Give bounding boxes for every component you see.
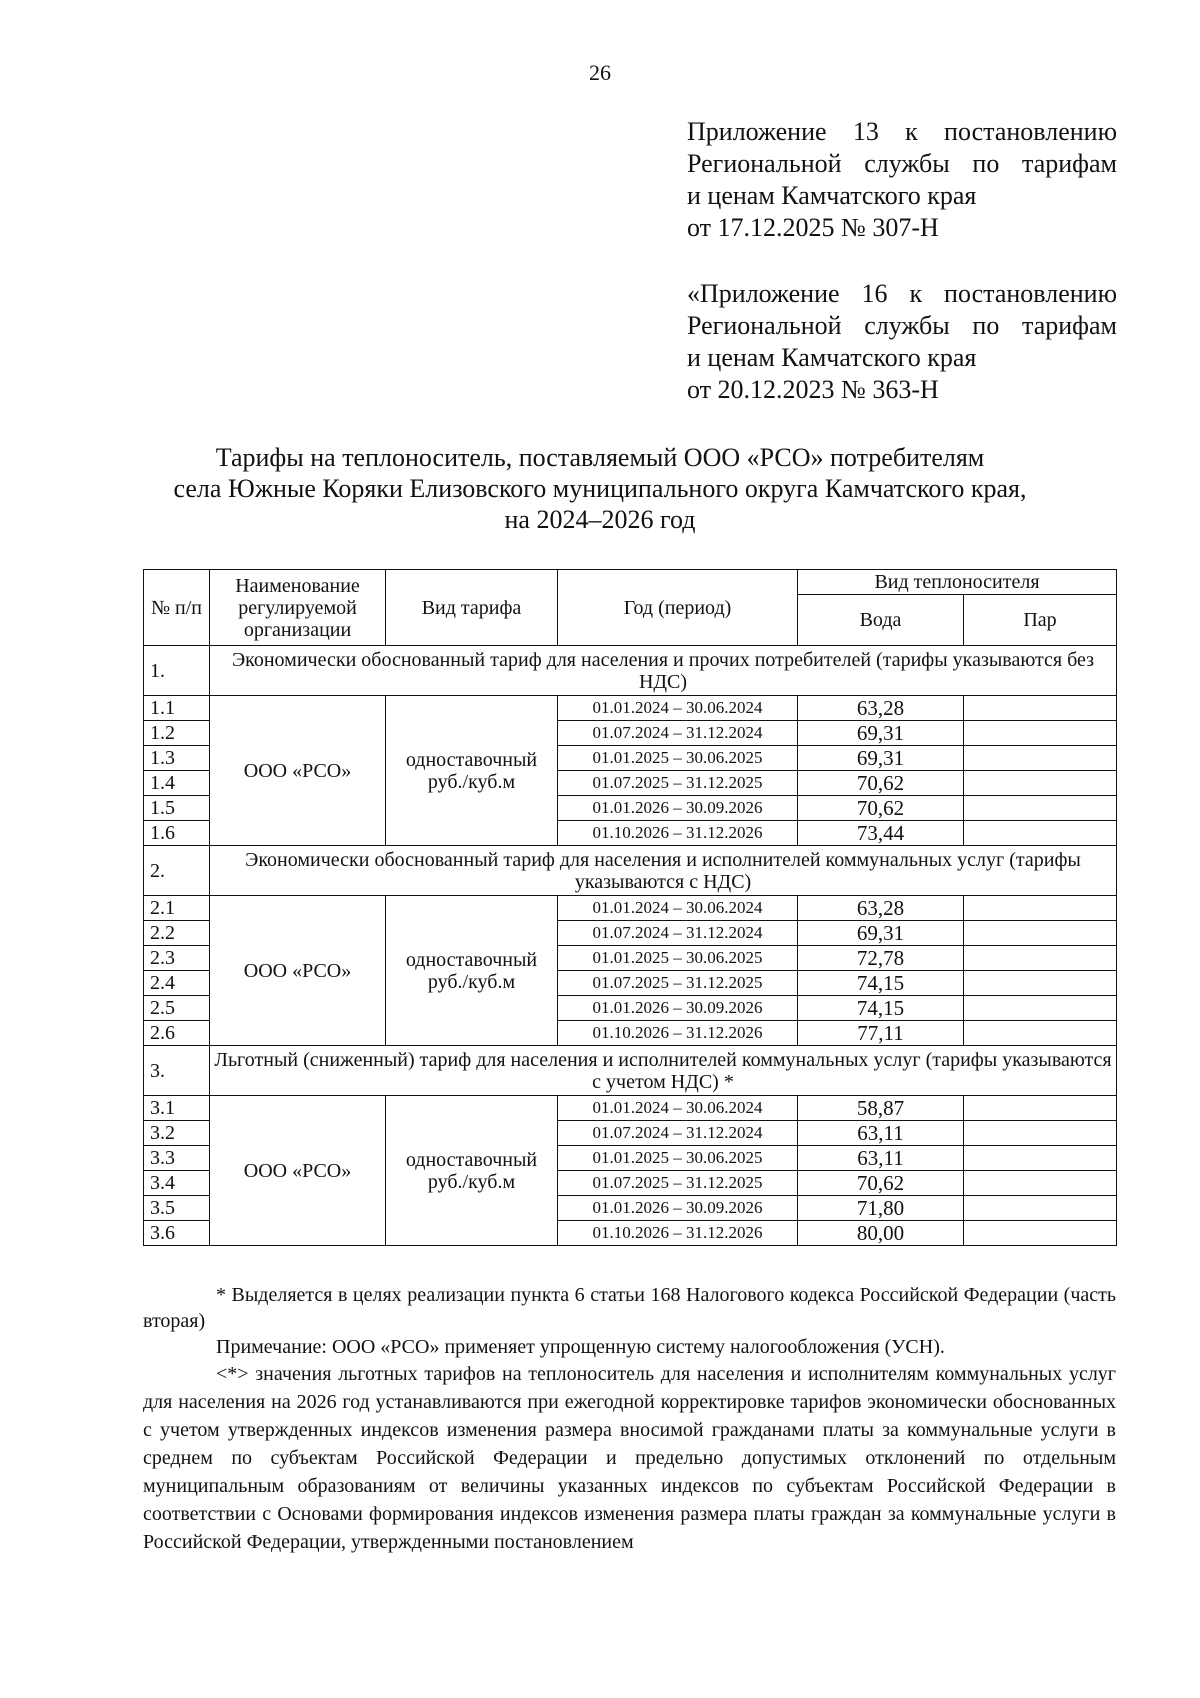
water-value: 71,80: [798, 1196, 964, 1221]
section-number: 3.: [144, 1046, 210, 1096]
table-row: [144, 696, 1117, 721]
header-water: Вода: [798, 595, 964, 646]
notes-block: [143, 1282, 1116, 1556]
water-value: 80,00: [798, 1221, 964, 1246]
period: 01.07.2024 – 31.12.2024: [558, 721, 798, 746]
steam-value: [964, 746, 1117, 771]
appendix-line: от 17.12.2025 № 307-Н: [687, 213, 939, 242]
water-value: 70,62: [798, 771, 964, 796]
appendix-current-header: [687, 116, 1117, 244]
title-line: Тарифы на теплоноситель, поставляемый ООО «РСО» потребителям: [215, 443, 985, 472]
page-number: 26: [589, 60, 611, 85]
steam-value: [964, 946, 1117, 971]
tariff-table-body: [144, 646, 1117, 1246]
period: 01.10.2026 – 31.12.2026: [558, 821, 798, 846]
water-value: 63,11: [798, 1121, 964, 1146]
header-num: № п/п: [144, 570, 210, 646]
water-value: 70,62: [798, 1171, 964, 1196]
row-number: 2.4: [144, 971, 210, 996]
steam-value: [964, 1196, 1117, 1221]
water-value: 63,28: [798, 896, 964, 921]
water-value: 70,62: [798, 796, 964, 821]
steam-value: [964, 1171, 1117, 1196]
tariff-kind: одноставочный: [405, 948, 538, 971]
header-tariff-type: Вид тарифа: [386, 570, 558, 646]
water-value: 63,28: [798, 696, 964, 721]
row-number: 3.6: [144, 1221, 210, 1246]
section-row: [144, 646, 1117, 696]
org-name: ООО «РСО»: [210, 896, 386, 1046]
header-steam: Пар: [964, 595, 1117, 646]
row-number: 2.6: [144, 1021, 210, 1046]
appendix-line: и ценам Камчатского края: [687, 343, 977, 372]
tariff-type: [386, 696, 558, 846]
period: 01.01.2024 – 30.06.2024: [558, 1096, 798, 1121]
row-number: 2.1: [144, 896, 210, 921]
steam-value: [964, 996, 1117, 1021]
row-number: 3.2: [144, 1121, 210, 1146]
steam-value: [964, 971, 1117, 996]
row-number: 3.1: [144, 1096, 210, 1121]
section-number: 1.: [144, 646, 210, 696]
row-number: 3.5: [144, 1196, 210, 1221]
tariff-unit: руб./куб.м: [427, 1170, 516, 1193]
tariff-type: [386, 896, 558, 1046]
period: 01.01.2025 – 30.06.2025: [558, 1146, 798, 1171]
header-carrier: Вид теплоносителя: [798, 570, 1117, 595]
header-org: Наименование регулируемой организации: [210, 570, 386, 646]
table-row: [144, 896, 1117, 921]
row-number: 1.2: [144, 721, 210, 746]
row-number: 1.4: [144, 771, 210, 796]
period: 01.01.2026 – 30.09.2026: [558, 796, 798, 821]
document-title: [100, 442, 1100, 535]
section-row: [144, 1046, 1117, 1096]
table-row: [144, 1096, 1117, 1121]
appendix-line: «Приложение 16 к постановлению: [687, 279, 1117, 308]
section-title: Экономически обоснованный тариф для населения и исполнителей коммунальных услуг (тарифы указываются с НДС): [210, 846, 1117, 896]
section-title: Экономически обоснованный тариф для населения и прочих потребителей (тарифы указываются без НДС): [210, 646, 1117, 696]
water-value: 74,15: [798, 971, 964, 996]
steam-value: [964, 821, 1117, 846]
water-value: 69,31: [798, 746, 964, 771]
row-number: 1.3: [144, 746, 210, 771]
steam-value: [964, 721, 1117, 746]
title-line: села Южные Коряки Елизовского муниципального округа Камчатского края,: [173, 474, 1027, 503]
water-value: 69,31: [798, 921, 964, 946]
tariff-type: [386, 1096, 558, 1246]
period: 01.07.2024 – 31.12.2024: [558, 1121, 798, 1146]
title-line: на 2024–2026 год: [504, 505, 696, 534]
tariff-table: [143, 569, 1117, 1246]
section-title: Льготный (сниженный) тариф для населения и исполнителей коммунальных услуг (тарифы указываются с учетом НДС) *: [210, 1046, 1117, 1096]
period: 01.07.2024 – 31.12.2024: [558, 921, 798, 946]
appendix-previous-header: [687, 278, 1117, 406]
org-name: ООО «РСО»: [210, 696, 386, 846]
steam-value: [964, 696, 1117, 721]
steam-value: [964, 1021, 1117, 1046]
period: 01.01.2025 – 30.06.2025: [558, 946, 798, 971]
section-number: 2.: [144, 846, 210, 896]
row-number: 1.6: [144, 821, 210, 846]
period: 01.01.2026 – 30.09.2026: [558, 996, 798, 1021]
row-number: 2.5: [144, 996, 210, 1021]
appendix-line: от 20.12.2023 № 363-Н: [687, 375, 939, 404]
water-value: 58,87: [798, 1096, 964, 1121]
water-value: 73,44: [798, 821, 964, 846]
period: 01.10.2026 – 31.12.2026: [558, 1221, 798, 1246]
tariff-unit: руб./куб.м: [427, 770, 516, 793]
row-number: 3.3: [144, 1146, 210, 1171]
period: 01.07.2025 – 31.12.2025: [558, 1171, 798, 1196]
period: 01.07.2025 – 31.12.2025: [558, 771, 798, 796]
appendix-line: Региональной службы по тарифам: [687, 149, 1117, 178]
header-period: Год (период): [558, 570, 798, 646]
tariff-kind: одноставочный: [405, 748, 538, 771]
row-number: 2.2: [144, 921, 210, 946]
steam-value: [964, 1096, 1117, 1121]
section-row: [144, 846, 1117, 896]
appendix-line: Региональной службы по тарифам: [687, 311, 1117, 340]
period: 01.07.2025 – 31.12.2025: [558, 971, 798, 996]
steam-value: [964, 1146, 1117, 1171]
tariff-unit: руб./куб.м: [427, 970, 516, 993]
remark: Примечание: ООО «РСО» применяет упрощенную систему налогообложения (УСН).: [216, 1336, 945, 1358]
steam-value: [964, 1221, 1117, 1246]
explanation: <*> значения льготных тарифов на теплоноситель для населения и исполнителям коммунальных услуг для населения на 2026 год устанавливаются при ежегодной корректировке тарифов экономически обоснованных с учетом утвержденных индексов изменения размера вносимой гражданами платы за коммунальные услуги в среднем по субъектам Российской Федерации и предельно допустимых отклонений по отдельным муниципальным образованиям от величины указанных индексов по субъектам Российской Федерации в соответствии с Основами формирования индексов изменения размера платы граждан за коммунальные услуги в Российской Федерации, утвержденными постановлением: [143, 1363, 1116, 1553]
steam-value: [964, 1121, 1117, 1146]
period: 01.01.2026 – 30.09.2026: [558, 1196, 798, 1221]
period: 01.01.2025 – 30.06.2025: [558, 746, 798, 771]
tariff-kind: одноставочный: [405, 1148, 538, 1171]
water-value: 77,11: [798, 1021, 964, 1046]
footnote: * Выделяется в целях реализации пункта 6 статьи 168 Налогового кодекса Российской Федерации (часть вторая): [143, 1284, 1116, 1332]
org-name: ООО «РСО»: [210, 1096, 386, 1246]
period: 01.01.2024 – 30.06.2024: [558, 696, 798, 721]
period: 01.01.2024 – 30.06.2024: [558, 896, 798, 921]
steam-value: [964, 921, 1117, 946]
row-number: 1.5: [144, 796, 210, 821]
row-number: 3.4: [144, 1171, 210, 1196]
period: 01.10.2026 – 31.12.2026: [558, 1021, 798, 1046]
appendix-line: и ценам Камчатского края: [687, 181, 977, 210]
water-value: 72,78: [798, 946, 964, 971]
steam-value: [964, 796, 1117, 821]
row-number: 2.3: [144, 946, 210, 971]
appendix-line: Приложение 13 к постановлению: [687, 117, 1117, 146]
row-number: 1.1: [144, 696, 210, 721]
water-value: 63,11: [798, 1146, 964, 1171]
water-value: 74,15: [798, 996, 964, 1021]
steam-value: [964, 896, 1117, 921]
steam-value: [964, 771, 1117, 796]
water-value: 69,31: [798, 721, 964, 746]
